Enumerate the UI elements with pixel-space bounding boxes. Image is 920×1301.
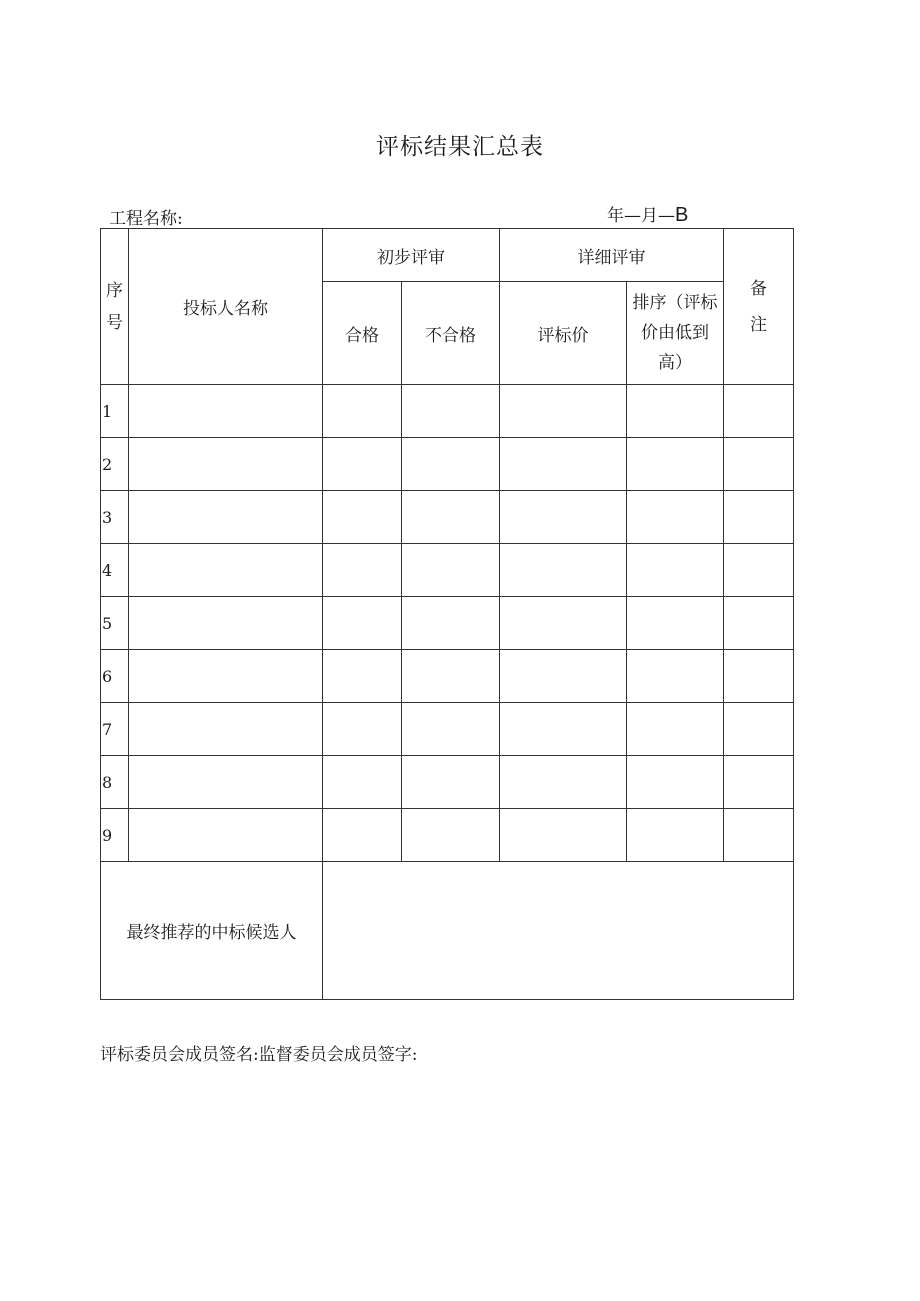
qualified-cell[interactable] bbox=[323, 809, 402, 862]
bidder-name-cell[interactable] bbox=[129, 650, 323, 703]
unqualified-cell[interactable] bbox=[402, 756, 500, 809]
date-day: B bbox=[675, 204, 689, 226]
eval-price-header: 评标价 bbox=[500, 282, 627, 385]
table-row bbox=[101, 809, 794, 862]
seq-header bbox=[101, 229, 129, 385]
qualified-cell[interactable] bbox=[323, 544, 402, 597]
eval-price-cell[interactable] bbox=[500, 491, 627, 544]
table-row bbox=[101, 385, 794, 438]
unqualified-cell[interactable] bbox=[402, 385, 500, 438]
unqualified-cell[interactable] bbox=[402, 544, 500, 597]
table-row bbox=[101, 650, 794, 703]
signature-line: 评标委员会成员签名:监督委员会成员签字: bbox=[100, 1045, 418, 1065]
ranking-cell[interactable] bbox=[627, 438, 724, 491]
date-month: 月— bbox=[641, 206, 675, 226]
remark-cell[interactable] bbox=[724, 491, 794, 544]
row-number: 9 bbox=[101, 809, 129, 862]
ranking-cell[interactable] bbox=[627, 650, 724, 703]
unqualified-cell[interactable] bbox=[402, 438, 500, 491]
unqualified-cell[interactable] bbox=[402, 650, 500, 703]
ranking-cell[interactable] bbox=[627, 756, 724, 809]
qualified-cell[interactable] bbox=[323, 385, 402, 438]
eval-price-cell[interactable] bbox=[500, 809, 627, 862]
bidder-name-cell[interactable] bbox=[129, 385, 323, 438]
remark-header bbox=[724, 229, 794, 385]
qualified-cell[interactable] bbox=[323, 703, 402, 756]
ranking-header bbox=[627, 282, 724, 385]
final-candidate-cell[interactable] bbox=[323, 862, 794, 1000]
remark-cell[interactable] bbox=[724, 438, 794, 491]
unqualified-cell[interactable] bbox=[402, 703, 500, 756]
preliminary-review-header: 初步评审 bbox=[323, 229, 500, 282]
qualified-header: 合格 bbox=[323, 282, 402, 385]
ranking-cell[interactable] bbox=[627, 809, 724, 862]
bidder-name-cell[interactable] bbox=[129, 703, 323, 756]
bidder-name-cell[interactable] bbox=[129, 491, 323, 544]
ranking-cell[interactable] bbox=[627, 491, 724, 544]
date-field bbox=[607, 201, 688, 227]
remark-cell[interactable] bbox=[724, 597, 794, 650]
row-number: 2 bbox=[101, 438, 129, 491]
date-year: 年— bbox=[607, 206, 641, 226]
seq-header-bottom: 号 bbox=[106, 312, 123, 333]
remark-cell[interactable] bbox=[724, 703, 794, 756]
qualified-cell[interactable] bbox=[323, 756, 402, 809]
eval-price-cell[interactable] bbox=[500, 385, 627, 438]
ranking-cell[interactable] bbox=[627, 544, 724, 597]
row-number: 4 bbox=[101, 544, 129, 597]
bidder-name-header: 投标人名称 bbox=[129, 229, 323, 385]
table-row bbox=[101, 597, 794, 650]
bidder-name-cell[interactable] bbox=[129, 756, 323, 809]
evaluation-summary-table bbox=[100, 228, 794, 1000]
row-number: 8 bbox=[101, 756, 129, 809]
bidder-name-cell[interactable] bbox=[129, 438, 323, 491]
unqualified-header: 不合格 bbox=[402, 282, 500, 385]
row-number: 6 bbox=[101, 650, 129, 703]
unqualified-cell[interactable] bbox=[402, 491, 500, 544]
header-row-1 bbox=[101, 229, 794, 282]
table-row bbox=[101, 756, 794, 809]
remark-header-bottom: 注 bbox=[750, 314, 767, 335]
table-row bbox=[101, 703, 794, 756]
eval-price-cell[interactable] bbox=[500, 703, 627, 756]
bidder-name-cell[interactable] bbox=[129, 597, 323, 650]
remark-cell[interactable] bbox=[724, 544, 794, 597]
qualified-cell[interactable] bbox=[323, 438, 402, 491]
ranking-cell[interactable] bbox=[627, 703, 724, 756]
remark-header-top: 备 bbox=[750, 278, 767, 299]
table-row bbox=[101, 438, 794, 491]
unqualified-cell[interactable] bbox=[402, 809, 500, 862]
row-number: 7 bbox=[101, 703, 129, 756]
final-candidate-row bbox=[101, 862, 794, 1000]
page-title: 评标结果汇总表 bbox=[376, 134, 544, 160]
unqualified-cell[interactable] bbox=[402, 597, 500, 650]
qualified-cell[interactable] bbox=[323, 650, 402, 703]
ranking-cell[interactable] bbox=[627, 385, 724, 438]
ranking-header-line1: 排序（评标 bbox=[632, 293, 718, 313]
remark-cell[interactable] bbox=[724, 809, 794, 862]
remark-cell[interactable] bbox=[724, 650, 794, 703]
qualified-cell[interactable] bbox=[323, 597, 402, 650]
ranking-header-line2: 价由低到 bbox=[641, 323, 709, 343]
eval-price-cell[interactable] bbox=[500, 597, 627, 650]
eval-price-cell[interactable] bbox=[500, 544, 627, 597]
seq-header-top: 序 bbox=[106, 280, 123, 301]
ranking-cell[interactable] bbox=[627, 597, 724, 650]
eval-price-cell[interactable] bbox=[500, 438, 627, 491]
remark-cell[interactable] bbox=[724, 756, 794, 809]
table-row bbox=[101, 491, 794, 544]
bidder-name-cell[interactable] bbox=[129, 544, 323, 597]
eval-price-cell[interactable] bbox=[500, 650, 627, 703]
project-name-label: 工程名称: bbox=[109, 209, 183, 229]
table-row bbox=[101, 544, 794, 597]
row-number: 3 bbox=[101, 491, 129, 544]
ranking-header-line3: 高） bbox=[658, 353, 692, 373]
bidder-name-cell[interactable] bbox=[129, 809, 323, 862]
row-number: 5 bbox=[101, 597, 129, 650]
qualified-cell[interactable] bbox=[323, 491, 402, 544]
eval-price-cell[interactable] bbox=[500, 756, 627, 809]
row-number: 1 bbox=[101, 385, 129, 438]
remark-cell[interactable] bbox=[724, 385, 794, 438]
final-candidate-label: 最终推荐的中标候选人 bbox=[101, 862, 323, 1000]
detailed-review-header: 详细评审 bbox=[500, 229, 724, 282]
